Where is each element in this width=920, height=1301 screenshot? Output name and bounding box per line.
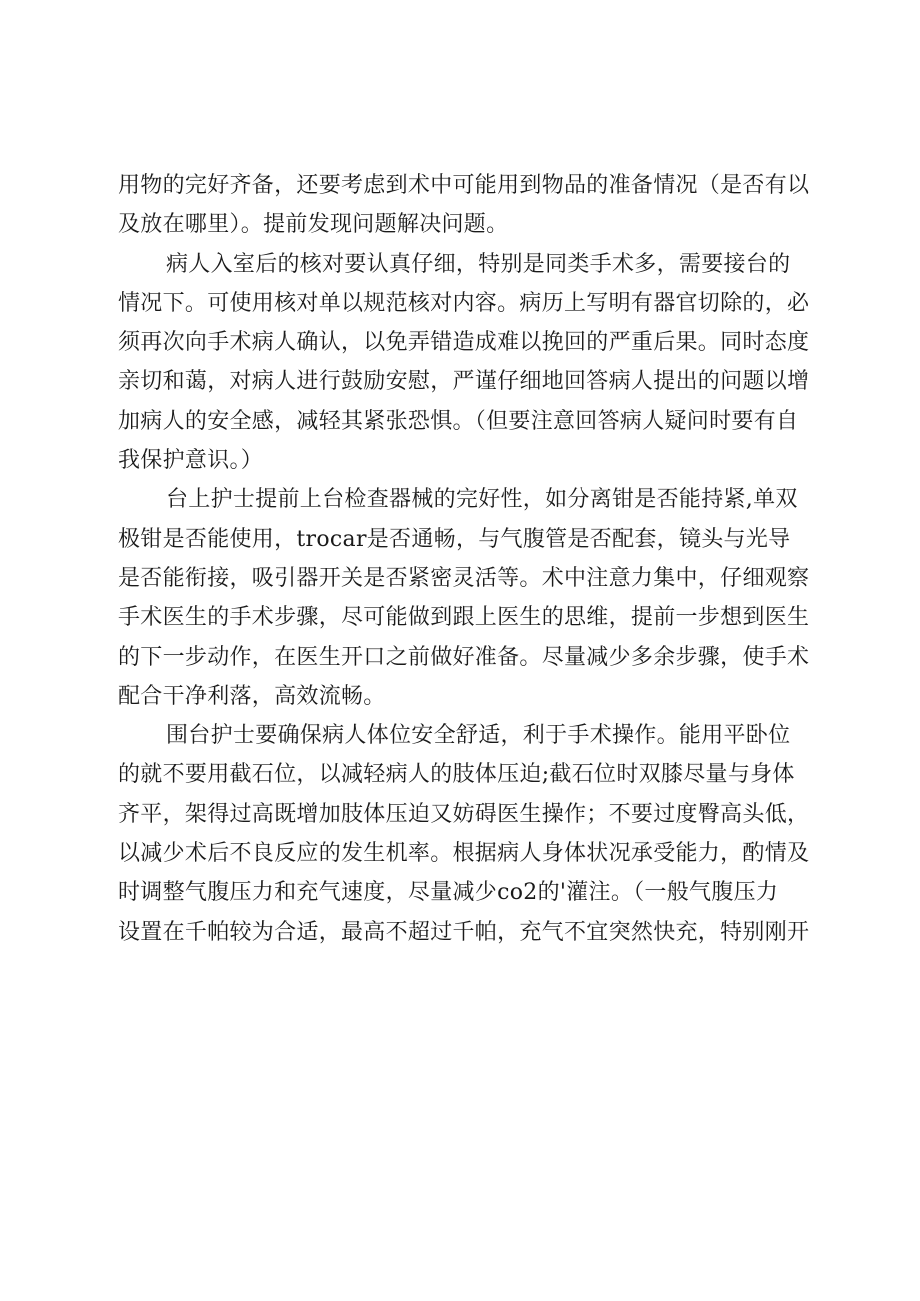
text-line: 的就不要用截石位，以减轻病人的肢体压迫;截石位时双膝尽量与身体 bbox=[118, 762, 795, 788]
paragraph-first-line: 病人入室后的核对要认真仔细，特别是同类手术多，需要接台的 bbox=[166, 251, 791, 277]
text-line: 以减少术后不良反应的发生机率。根据病人身体状况承受能力，酌情及 bbox=[118, 841, 810, 867]
paragraph-first-line: 台上护士提前上台检查器械的完好性，如分离钳是否能持紧,单双 bbox=[166, 487, 798, 513]
text-line: 配合干净利落，高效流畅。 bbox=[118, 683, 386, 709]
text-line: 的下一步动作，在医生开口之前做好准备。尽量减少多余步骤，使手术 bbox=[118, 644, 810, 670]
text-line: 须再次向手术病人确认，以免弄错造成难以挽回的严重后果。同时态度 bbox=[118, 330, 810, 356]
text-line: 用物的完好齐备，还要考虑到术中可能用到物品的准备情况（是否有以 bbox=[118, 173, 810, 198]
text-line: 是否能衔接，吸引器开关是否紧密灵活等。术中注意力集中，仔细观察 bbox=[118, 565, 810, 591]
text-line: 设置在千帕较为合适，最高不超过千帕，充气不宜突然快充，特别刚开 bbox=[118, 919, 810, 945]
text-line: 齐平，架得过高既增加肢体压迫又妨碍医生操作；不要过度臀高头低， bbox=[118, 801, 810, 827]
text-line: 时调整气腹压力和充气速度，尽量减少co2的'灌注。（一般气腹压力 bbox=[118, 880, 779, 906]
document-body bbox=[118, 166, 828, 952]
paragraph-first-line: 围台护士要确保病人体位安全舒适，利于手术操作。能用平卧位 bbox=[166, 723, 791, 749]
text-line: 亲切和蔼，对病人进行鼓励安慰，严谨仔细地回答病人提出的问题以增 bbox=[118, 369, 810, 395]
text-line: 手术医生的手术步骤，尽可能做到跟上医生的思维，提前一步想到医生 bbox=[118, 605, 810, 631]
text-line: 我保护意识。） bbox=[118, 448, 264, 474]
text-line: 及放在哪里）。提前发现问题解决问题。 bbox=[118, 212, 509, 238]
text-line: 极钳是否能使用，trocar是否通畅，与气腹管是否配套，镜头与光导 bbox=[118, 526, 791, 552]
text-line: 加病人的安全感，减轻其紧张恐惧。（但要注意回答病人疑问时要有自 bbox=[118, 408, 799, 434]
text-line: 情况下。可使用核对单以规范核对内容。病历上写明有器官切除的，必 bbox=[118, 290, 810, 316]
